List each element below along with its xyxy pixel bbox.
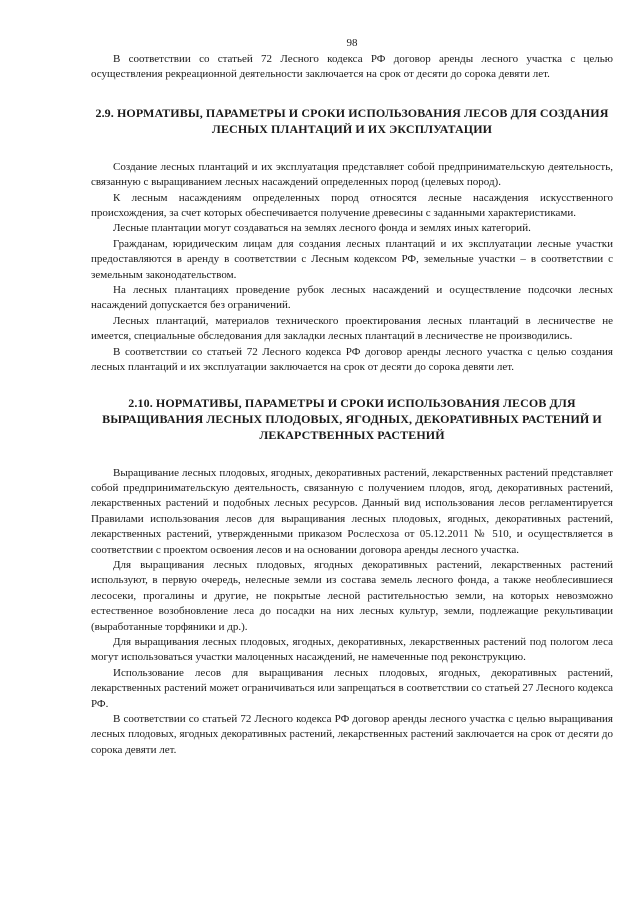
paragraph: К лесным насаждениям определенных пород относятся лесные насаждения искусственного происхождения, за счет которых обеспечивается получение древесины с заданными характеристиками.	[91, 191, 613, 220]
paragraph: В соответствии со статьей 72 Лесного кодекса РФ договор аренды лесного участка с целью создания лесных плантаций и их эксплуатации заключается на срок от десяти до сорока девяти лет.	[91, 345, 613, 374]
document-page	[91, 36, 613, 758]
paragraph: Лесные плантации могут создаваться на землях лесного фонда и землях иных категорий.	[113, 222, 531, 235]
paragraph: Лесных плантаций, материалов технического проектирования лесных плантаций в лесничестве не имеется, специальные обследования для закладки лесных плантаций в лесничестве не производились.	[91, 314, 613, 343]
paragraph: Для выращивания лесных плодовых, ягодных декоративных растений, лекарственных растений используют, в первую очередь, нелесные земли из состава земель лесного фонда, а также необлесившиеся лесосеки, прогалины и другие, не покрытые лесной растительностью земли, на которых невозможно естественное возобновление леса до посадки на них лесных культур, земли, подлежащие рекультивации (выработанные торфяники и др.).	[91, 558, 613, 633]
section-2-9-body	[91, 160, 613, 376]
paragraph: Использование лесов для выращивания лесных плодовых, ягодных, декоративных растений, лекарственных растений может ограничиваться или запрещаться в соответствии со статьей 27 Лесного кодекса РФ.	[91, 666, 613, 710]
paragraph: Для выращивания лесных плодовых, ягодных, декоративных, лекарственных растений под пологом леса могут использоваться участки малоценных насаждений, не намеченные под реконструкцию.	[91, 635, 613, 664]
page-number: 98	[346, 37, 358, 49]
section-2-10-body	[91, 466, 613, 759]
section-2-9-heading: 2.9. НОРМАТИВЫ, ПАРАМЕТРЫ И СРОКИ ИСПОЛЬЗОВАНИЯ ЛЕСОВ ДЛЯ СОЗДАНИЯ ЛЕСНЫХ ПЛАНТАЦИЙ И ИХ ЭКСПЛУАТАЦИИ	[95, 105, 609, 136]
paragraph: Выращивание лесных плодовых, ягодных, декоративных растений, лекарственных растений представляет собой предпринимательскую деятельность, связанную с получением плодов, ягод, декоративных растений, лекарственных растений и подобных лесных ресурсов. Данный вид использования лесов регламентируется Правилами использования лесов для выращивания лесных плодовых, ягодных, декоративных растений, лекарственных растений, утвержденными приказом Рослесхоза от 05.12.2011 № 510, и осуществляется в соответствии с проектом освоения лесов и на основании договора аренды лесного участка.	[91, 466, 613, 556]
paragraph: На лесных плантациях проведение рубок лесных насаждений и осуществление подсочки лесных насаждений допускается без ограничений.	[91, 284, 613, 312]
paragraph: В соответствии со статьей 72 Лесного кодекса РФ договор аренды лесного участка с целью выращивания лесных плодовых, ягодных декоративных растений, лекарственных растений заключается на срок от десяти до сорока девяти лет.	[91, 713, 613, 756]
paragraph: Создание лесных плантаций и их эксплуатация представляет собой предпринимательскую деятельность, связанную с выращиванием лесных насаждений определенных пород (целевых пород).	[91, 160, 613, 189]
intro-paragraph: В соответствии со статьей 72 Лесного кодекса РФ договор аренды лесного участка с целью осуществления рекреационной деятельности заключается на срок от десяти до сорока девяти лет.	[91, 53, 613, 81]
paragraph: Гражданам, юридическим лицам для создания лесных плантаций и их эксплуатации лесные участки предоставляются в аренду в соответствии с Лесным кодексом РФ, земельные участки – в соответствии с земельным законодательством.	[91, 237, 613, 281]
section-2-10-heading: 2.10. НОРМАТИВЫ, ПАРАМЕТРЫ И СРОКИ ИСПОЛЬЗОВАНИЯ ЛЕСОВ ДЛЯ ВЫРАЩИВАНИЯ ЛЕСНЫХ ПЛОДОВЫХ, ЯГОДНЫХ, ДЕКОРАТИВНЫХ РАСТЕНИЙ И ЛЕКАРСТВЕННЫХ РАСТЕНИЙ	[102, 395, 602, 442]
